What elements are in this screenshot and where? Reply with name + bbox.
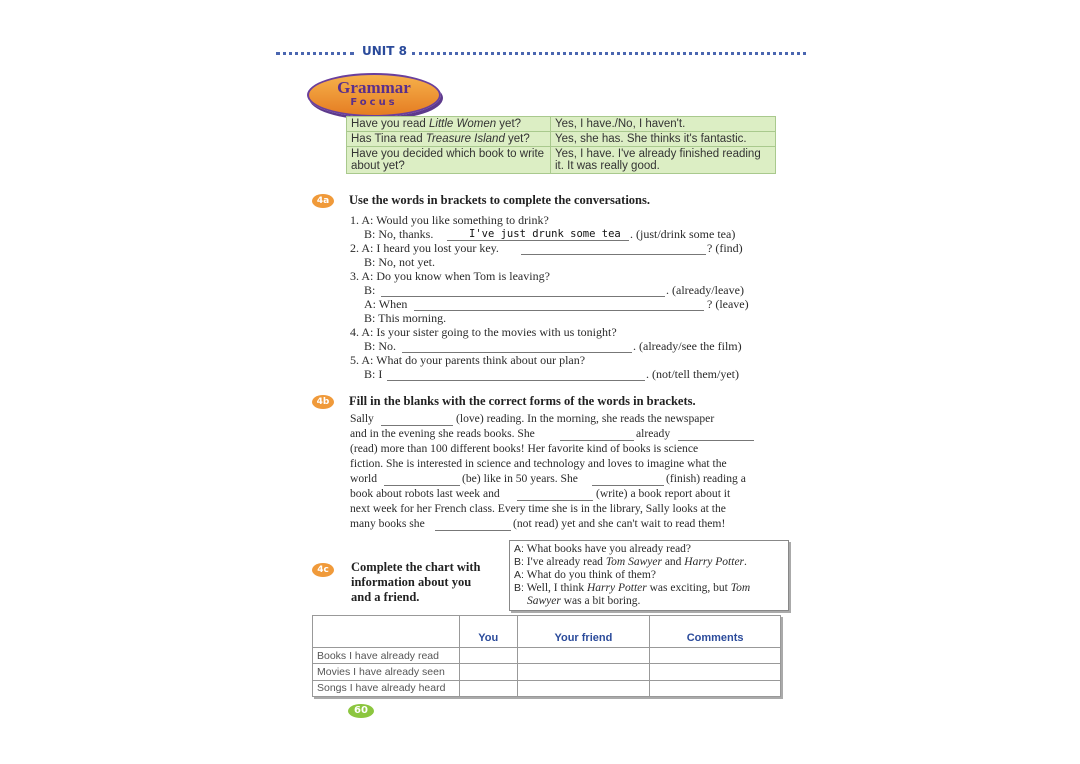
grammar-focus-badge [307, 73, 441, 117]
answer-blank[interactable] [592, 485, 664, 486]
dialog-line: A: What books have you already read? [514, 543, 692, 555]
ex4b-text: (be) like in 50 years. She [462, 472, 578, 485]
ex4a-hint-3b: . (already/leave) [666, 283, 744, 297]
exercise-4c-instruction: Complete the chart with [351, 560, 481, 574]
example-dialog-box [509, 540, 789, 611]
dialog-line: Sawyer was a bit boring. [527, 595, 641, 607]
header-dots-right [412, 52, 806, 55]
ex4b-text: book about robots last week and [350, 487, 500, 500]
ex4a-line-4b: B: No. [364, 339, 397, 353]
grammar-answer: Yes, I have./No, I haven't. [551, 117, 776, 132]
chart-cell[interactable] [650, 680, 781, 696]
answer-blank[interactable] [435, 530, 511, 531]
chart-row-label: Movies I have already seen [313, 664, 460, 680]
ex4a-line-3c: A: When [364, 297, 408, 311]
answer-blank[interactable] [517, 500, 593, 501]
ex4b-text: next week for her French class. Every time she is in the library, Sally looks at the [350, 502, 726, 515]
chart-cell[interactable] [460, 664, 518, 680]
ex4b-text: fiction. She is interested in science and technology and loves to imagine what the [350, 457, 727, 470]
chart-header-cell: Comments [650, 616, 781, 648]
chart-cell[interactable] [517, 648, 650, 664]
grammar-question: Have you read Little Women yet? [347, 117, 551, 132]
ex4a-line-1a: 1. A: Would you like something to drink? [350, 213, 549, 227]
grammar-answer: Yes, she has. She thinks it's fantastic. [551, 132, 776, 147]
exercise-4c-instruction: information about you [351, 575, 472, 589]
exercise-4b-instruction: Fill in the blanks with the correct forms of the words in brackets. [349, 394, 696, 408]
chart-cell[interactable] [460, 680, 518, 696]
ex4b-text: (not read) yet and she can't wait to read them! [513, 517, 726, 530]
ex4a-hint-5b: . (not/tell them/yet) [646, 367, 739, 381]
handwritten-answer: I've just drunk some tea [469, 228, 621, 240]
ex4a-line-1b: B: No, thanks. [364, 227, 434, 241]
chart-row [313, 664, 781, 680]
ex4b-text: (read) more than 100 different books! Her favorite kind of books is science [350, 442, 699, 455]
answer-blank[interactable] [387, 380, 645, 381]
chart-cell[interactable] [517, 680, 650, 696]
grammar-row [347, 117, 776, 132]
exercise-marker-4a: 4a [312, 194, 334, 208]
badge-subtitle: Focus [350, 97, 398, 108]
grammar-answer: Yes, I have. I've already finished reading it. It was really good. [551, 147, 776, 174]
chart-header-cell: Your friend [517, 616, 650, 648]
grammar-question: Has Tina read Treasure Island yet? [347, 132, 551, 147]
chart-cell[interactable] [650, 664, 781, 680]
answer-blank[interactable] [381, 425, 453, 426]
chart-row [313, 680, 781, 696]
ex4a-line-3b: B: [364, 283, 376, 297]
chart-header-cell [313, 616, 460, 648]
header-dots-left [276, 52, 354, 55]
exercise-marker-4c: 4c [312, 563, 334, 577]
chart-row [313, 648, 781, 664]
unit-title: UNIT 8 [362, 44, 407, 58]
chart-cell[interactable] [650, 648, 781, 664]
answer-blank[interactable] [560, 440, 634, 441]
grammar-row [347, 132, 776, 147]
grammar-row [347, 147, 776, 174]
ex4b-text: (finish) reading a [666, 472, 746, 485]
answer-blank[interactable] [678, 440, 754, 441]
chart-header-cell: You [460, 616, 518, 648]
ex4a-line-5b: B: I [364, 367, 383, 381]
chart-header-row [313, 616, 781, 648]
ex4a-line-3a: 3. A: Do you know when Tom is leaving? [350, 269, 550, 283]
ex4a-line-4a: 4. A: Is your sister going to the movies with us tonight? [350, 325, 617, 339]
ex4a-line-2b: B: No, not yet. [364, 255, 435, 269]
chart-row-label: Books I have already read [313, 648, 460, 664]
dialog-line: A: What do you think of them? [514, 569, 656, 581]
answer-blank[interactable] [381, 296, 665, 297]
unit-header [276, 44, 806, 62]
grammar-question: Have you decided which book to write about yet? [347, 147, 551, 174]
ex4a-line-5a: 5. A: What do your parents think about our plan? [350, 353, 586, 367]
chart-table [312, 615, 781, 697]
chart-cell[interactable] [517, 664, 650, 680]
ex4a-hint-3c: ? (leave) [707, 297, 749, 311]
ex4a-line-2a: 2. A: I heard you lost your key. [350, 241, 499, 255]
ex4a-hint-4b: . (already/see the film) [633, 339, 742, 353]
dialog-line: B: I've already read Tom Sawyer and Harry Potter. [514, 556, 747, 568]
exercise-4c-instruction: and a friend. [351, 590, 420, 604]
badge-title: Grammar [337, 78, 411, 97]
chart-row-label: Songs I have already heard [313, 680, 460, 696]
ex4b-text: and in the evening she reads books. She [350, 427, 535, 440]
grammar-table [346, 116, 776, 174]
ex4b-text: many books she [350, 517, 425, 530]
exercise-4a-instruction: Use the words in brackets to complete the conversations. [349, 193, 651, 207]
ex4b-text: (write) a book report about it [596, 487, 731, 500]
ex4b-text: (love) reading. In the morning, she reads the newspaper [456, 412, 715, 425]
page-number: 60 [348, 704, 374, 718]
answer-blank[interactable] [414, 310, 704, 311]
exercise-marker-4b: 4b [312, 395, 334, 409]
ex4a-line-3d: B: This morning. [364, 311, 447, 325]
ex4b-text: already [636, 427, 671, 440]
chart-cell[interactable] [460, 648, 518, 664]
ex4a-hint-1b: . (just/drink some tea) [630, 227, 736, 241]
ex4a-hint-2a: ? (find) [707, 241, 743, 255]
answer-blank[interactable] [384, 485, 460, 486]
ex4b-text: Sally [350, 412, 374, 425]
dialog-line: B: Well, I think Harry Potter was exciting, but Tom [514, 582, 751, 594]
answer-blank[interactable] [521, 254, 706, 255]
ex4b-text: world [350, 472, 378, 485]
